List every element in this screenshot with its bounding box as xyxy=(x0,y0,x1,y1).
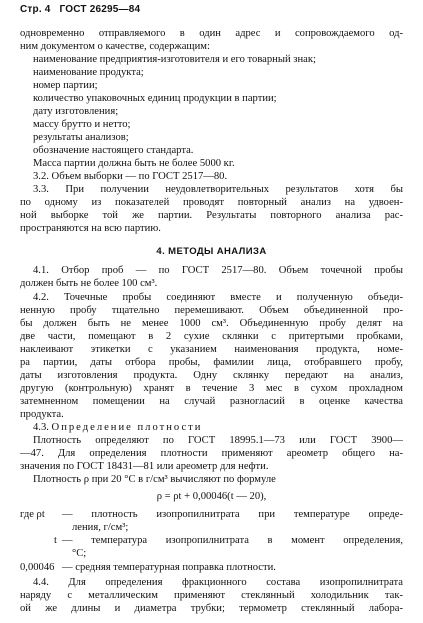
definition-term: 0,00046 xyxy=(20,562,55,573)
text-line: бы должен быть не менее 1000 см³. Объединенную пробу делят на xyxy=(20,318,403,329)
clause-4-4: 4.4. Для определения фракционного состава изопропилнитрата xyxy=(33,577,403,588)
text-line: Плотность ρ при 20 °С в г/см³ вычисляют по формуле xyxy=(33,474,276,485)
clause-3-3: 3.3. При получении неудовлетворительных результатов хотя бы xyxy=(33,184,403,195)
text-line: продукта. xyxy=(20,409,64,420)
definition-text: — средняя температурная поправка плотности. xyxy=(62,562,276,573)
standard-code: ГОСТ 26295—84 xyxy=(59,4,141,15)
list-item: обозначение настоящего стандарта. xyxy=(33,145,194,156)
subsection-title: Определение плотности xyxy=(51,422,203,433)
text-line: Масса партии должна быть не более 5000 кг. xyxy=(33,158,235,169)
density-formula: ρ = ρt + 0,00046(t — 20), xyxy=(156,491,267,502)
definition-term: где ρt xyxy=(20,509,45,520)
clause-number: 4.3. xyxy=(33,422,49,433)
clause-4-1: 4.1. Отбор проб — по ГОСТ 2517—80. Объем точечной пробы xyxy=(33,265,403,276)
clause-4-3 xyxy=(33,423,202,434)
text-line: одновременно отправляемого в один адрес и сопровождаемого од- xyxy=(20,28,403,39)
text-line: ненную пробу тщательно перемешивают. Объем объединенной про- xyxy=(20,305,403,316)
definition-text: — температура изопропилнитрата в момент определения, xyxy=(62,535,403,546)
text-line: затемненном помещении на случай разногласий в оценке качества xyxy=(20,396,403,407)
text-line: другую (контрольную) хранят в течение 3 мес в сухом прохладном xyxy=(20,383,403,394)
definition-term: t xyxy=(54,535,57,546)
text-line: —47. Для определения плотности применяют ареометр общего на- xyxy=(20,448,403,459)
list-item: результаты анализов; xyxy=(33,132,129,143)
list-item: наименование предприятия-изготовителя и его товарный знак; xyxy=(33,54,316,65)
text-line: Плотность определяют по ГОСТ 18995.1—73 или ГОСТ 3900— xyxy=(33,435,403,446)
text-line: по одному из показателей проводят повторный анализ на удвоен- xyxy=(20,197,403,208)
page-header xyxy=(20,4,146,15)
definition-text: — плотность изопропилнитрата при температуре опреде- xyxy=(62,509,403,520)
text-line: даты изготовления продукта. Одну склянку передают на анализ, xyxy=(20,370,403,381)
text-line: ра партии, даты отбора пробы, фамилии лица, отобравшего пробу, xyxy=(20,357,403,368)
text-line: значения по ГОСТ 18431—81 или ареометр для нефти. xyxy=(20,461,269,472)
list-item: номер партии; xyxy=(33,80,98,91)
clause-3-2: 3.2. Объем выборки — по ГОСТ 2517—80. xyxy=(33,171,228,182)
text-line: ним документом о качестве, содержащим: xyxy=(20,41,210,52)
section-heading: 4. МЕТОДЫ АНАЛИЗА xyxy=(156,246,267,257)
definition-text: °С; xyxy=(72,548,87,559)
text-line: должен быть не более 100 см³. xyxy=(20,278,158,289)
text-line: две части, помещают в 2 сухие склянки с притертыми пробками, xyxy=(20,331,403,342)
definition-text: ления, г/см³; xyxy=(72,522,129,533)
page-number: Стр. 4 xyxy=(20,4,51,15)
text-line: ной выборке той же партии. Результаты повторного анализа рас- xyxy=(20,210,403,221)
list-item: наименование продукта; xyxy=(33,67,144,78)
text-line: ой же длины и диаметра трубки; термометр стеклянный лабора- xyxy=(20,603,403,614)
list-item: количество упаковочных единиц продукции в партии; xyxy=(33,93,277,104)
clause-4-2: 4.2. Точечные пробы соединяют вместе и полученную объеди- xyxy=(33,292,403,303)
text-line: пространяются на всю партию. xyxy=(20,223,161,234)
list-item: дату изготовления; xyxy=(33,106,119,117)
text-line: наряду с металлическим применяют стеклянный холодильник так- xyxy=(20,590,403,601)
text-line: наклеивают этикетки с указанием наименования продукта, номе- xyxy=(20,344,403,355)
list-item: массу брутто и нетто; xyxy=(33,119,131,130)
